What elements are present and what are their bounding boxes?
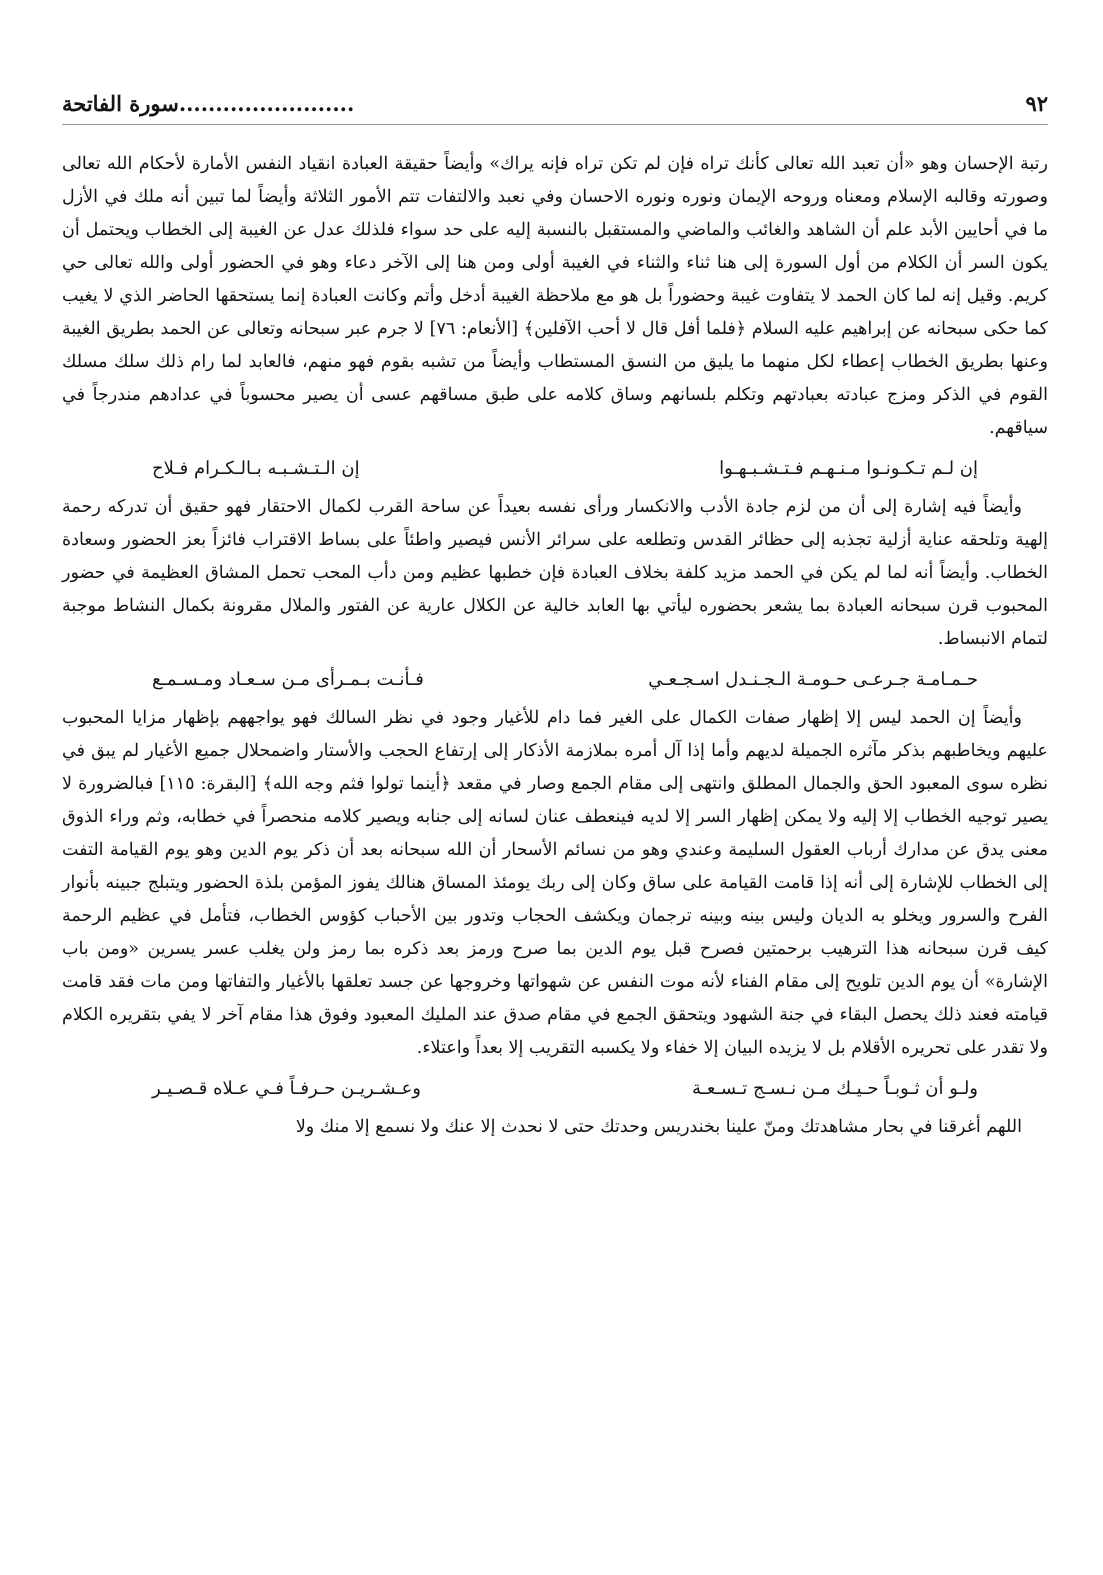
verse-1-second-hemistich: إن الـتـشـبـه بـالـكـرام فـلاح <box>152 457 360 479</box>
page-header <box>62 88 1048 118</box>
verse-1-first-hemistich: إن لـم تـكـونـوا مـنـهـم فـتـشـبـهـوا <box>719 457 978 479</box>
paragraph-1: رتبة الإحسان وهو «أن تعبد الله تعالى كأنك تراه فإن لم تكن تراه فإنه يراك» وأيضاً حقيقة العبادة انقياد النفس الأمارة لأحكام الله تعالى وصورته وقالبه الإسلام ومعناه وروحه الإيمان ونوره ونوره الاحسان وفي نعبد والالتفات تتم الأمور الثلاثة وأيضاً لما تبين أنه ملك في الأزل ما في أحايين الأبد علم أن الشاهد والغائب والماضي والمستقبل بالنسبة إليه على حد سواء فلذلك عدل عن الغيبة إلى الخطاب ويحتمل أن يكون السر أن الكلام من أول السورة إلى هنا ثناء والثناء في الغيبة أولى ومن هنا إلى الآخر دعاء وهو في الحضور أولى والله تعالى حي كريم. وقيل إنه لما كان الحمد لا يتفاوت غيبة وحضوراً بل هو مع ملاحظة الغيبة أدخل وأتم وكانت العبادة إنما يستحقها الحاضر الذي لا يغيب كما حكى سبحانه عن إبراهيم عليه السلام ﴿فلما أفل قال لا أحب الآفلين﴾ [الأنعام: ٧٦] لا جرم عبر سبحانه وتعالى عن الحمد بطريق الغيبة وعنها بطريق الخطاب إعطاء لكل منهما ما يليق من النسق المستطاب وأيضاً من تشبه بقوم فهو منهم، فالعابد لما رام ذلك سلك مسلك القوم في الذكر ومزج عبادته بعبادتهم وتكلم بلسانهم وساق كلامه على طبق مساقهم عسى أن يصير محسوباً في عدادهم مندرجاً في سياقهم. <box>62 154 1048 438</box>
verse-2 <box>62 661 1048 697</box>
header-divider <box>62 124 1048 125</box>
page-number: ٩٢ <box>1025 90 1048 116</box>
verse-3-first-hemistich: ولـو أن ثـوبـاً حـيـك مـن نـسـج تـسـعـة <box>692 1077 978 1099</box>
paragraph-4: اللهم أغرقنا في بحار مشاهدتك ومنّ علينا بخندريس وحدتك حتى لا نحدث إلا عنك ولا نسمع إلا منك ولا <box>295 1117 1022 1137</box>
verse-2-first-hemistich: حـمـامـة جـرعـى حـومـة الـجـنـدل اسـجـعـي <box>648 668 978 690</box>
verse-1 <box>62 450 1048 486</box>
running-title: ........................سورة الفاتحة <box>62 90 355 116</box>
paragraph-3: وأيضاً إن الحمد ليس إلا إظهار صفات الكمال على الغير فما دام للأغيار وجود في نظر السالك فهو يواجههم بإظهار مزايا المحبوب عليهم ويخاطبهم بذكر مآثره الجميلة لديهم وأما إذا آل أمره بملازمة الأذكار إلى إرتفاع الحجب والأستار واضمحلال جميع الأغيار لم يبق في نظره سوى المعبود الحق والجمال المطلق وانتهى إلى مقام الجمع وصار في مقعد ﴿أينما تولوا فثم وجه الله﴾ [البقرة: ١١٥] فبالضرورة لا يصير توجيه الخطاب إلا إليه ولا يمكن إظهار السر إلا لديه فينعطف عنان لسانه إلى جنابه ويصير كلامه منحصراً في خطابه، وثم وراء الذوق معنى يدق عن مدارك أرباب العقول السليمة وعندي وهو من نسائم الأسحار أن الله سبحانه بعد أن ذكر يوم الدين وهو يوم القيامة التفت إلى الخطاب للإشارة إلى أنه إذا قامت القيامة على ساق وكان إلى ربك يومئذ المساق هنالك يفوز المؤمن بلذة الحضور ويتبلج جبينه بأنوار الفرح والسرور ويخلو به الديان وليس بينه وبينه ترجمان ويكشف الحجاب وتدور بين الأحباب كؤوس الخطاب، فتأمل في عظيم الرحمة كيف قرن سبحانه هذا الترهيب برحمتين فصرح قبل يوم الدين بما صرح ورمز بعد ذكره بما رمز ولن يغلب عسر يسرين «ومن باب الإشارة» أن يوم الدين تلويح إلى مقام الفناء لأنه موت النفس عن شهواتها وخروجها عن جسد تعلقها بالأغيار والتفاتها ومن مات فقد قامت قيامته فعند ذلك يحصل البقاء في جنة الشهود ويتحقق الجمع في مقام صدق عند المليك المعبود وفوق هذا مقام آخر لا يفي بتقريره الكلام ولا تقدر على تحريره الأقلام بل لا يزيده البيان إلا خفاء ولا يكسبه التقريب إلا بعداً واعتلاء. <box>62 708 1048 1058</box>
verse-3-second-hemistich: وعـشـريـن حـرفـاً فـي عـلاه قـصـيـر <box>152 1077 421 1099</box>
page-body <box>62 148 1048 1144</box>
verse-3 <box>62 1070 1048 1106</box>
paragraph-2: وأيضاً فيه إشارة إلى أن من لزم جادة الأدب والانكسار ورأى نفسه بعيداً عن ساحة القرب لكمال الاحتقار فهو حقيق أن تدركه رحمة إلهية وتلحقه عناية أزلية تجذبه إلى حظائر القدس وتطلعه على سرائر الأنس فيصير واطئاً على بساط الاقتراب فائزاً بعز الحضور وسعادة الخطاب. وأيضاً أنه لما لم يكن في الحمد مزيد كلفة بخلاف العبادة فإن خطبها عظيم ومن دأب المحب تحمل المشاق العظيمة في حضور المحبوب قرن سبحانه العبادة بما يشعر بحضوره ليأتي بها العابد خالية عن الكلال عارية عن الفتور والملال مقرونة بكمال النشاط موجبة لتمام الانبساط. <box>62 497 1048 649</box>
verse-2-second-hemistich: فـأنـت بـمـرأى مـن سـعـاد ومـسـمـع <box>152 668 424 690</box>
